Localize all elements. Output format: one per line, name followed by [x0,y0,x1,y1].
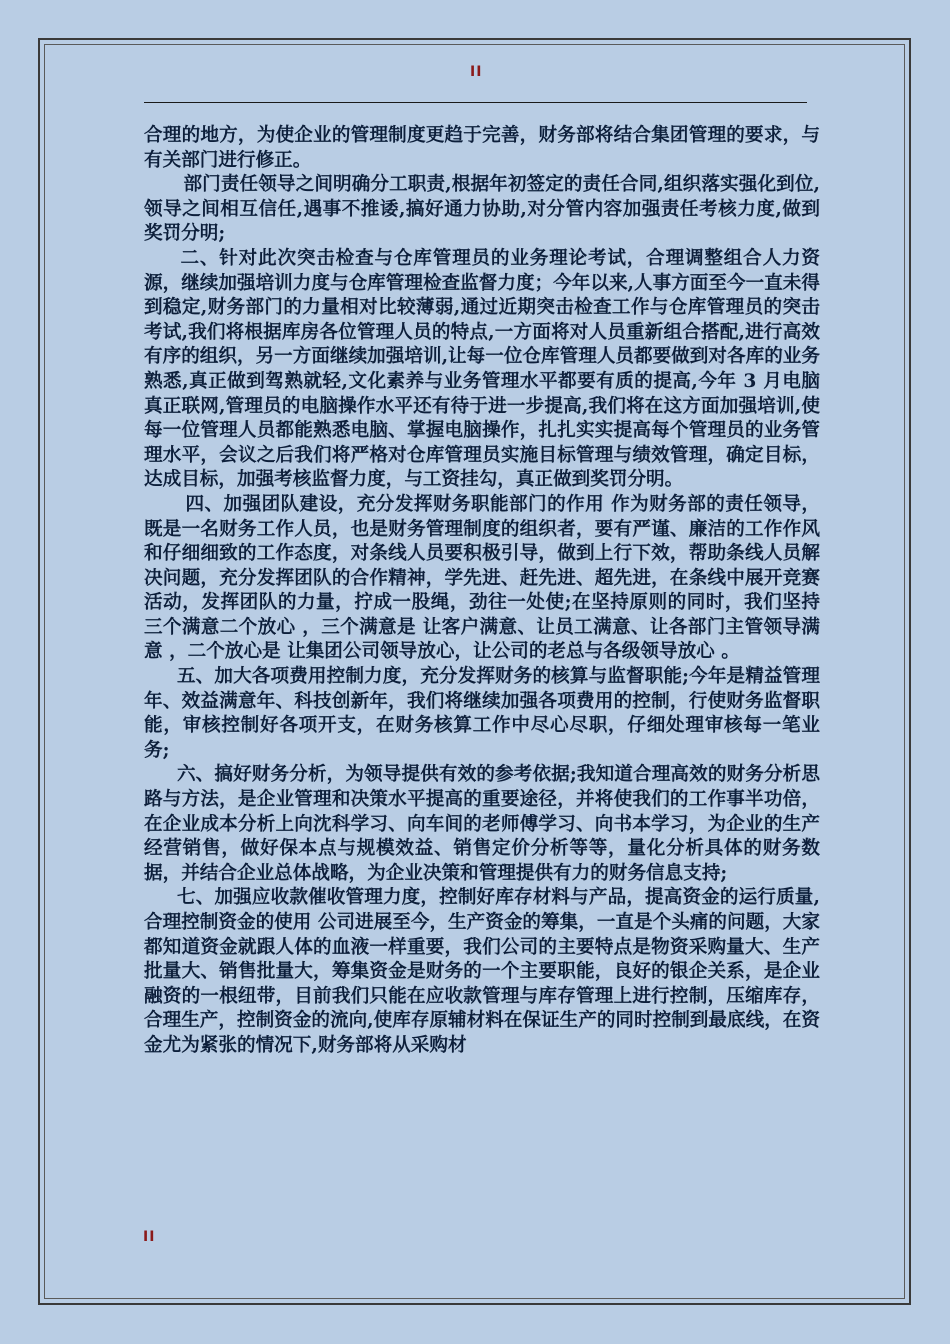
header-divider [144,102,807,103]
paragraph-section-four: 四、加强团队建设，充分发挥财务职能部门的作用 作为财务部的责任领导，既是一名财务工作人员，也是财务管理制度的组织者，要有严谨、廉洁的工作作风和仔细细致的工作态度，对条线人员要积极引导，做到上行下效，帮助条线人员解决问题，充分发挥团队的合作精神，学先进、赶先进、超先进，在条线中展开竞赛活动，发挥团队的力量，拧成一股绳，劲往一处使;在坚持原则的同时，我们坚持 三个满意二个放心 ，三个满意是 让客户满意、让员工满意、让各部门主管领导满意 ，二个放心是 让集团公司领导放心，让公司的老总与各级领导放心 。 [144,493,827,663]
paragraph-intro-continuation: 合理的地方，为使企业的管理制度更趋于完善，财务部将结合集团管理的要求，与有关部门进行修正。 [144,125,820,171]
paragraph-section-five: 五、加大各项费用控制力度，充分发挥财务的核算与监督职能;今年是精益管理年、效益满意年、科技创新年，我们将继续加强各项费用的控制，行使财务监督职能，审核控制好各项开支，在财务核算工作中尽心尽职，仔细处理审核每一笔业务; [144,666,820,761]
footer-page-mark: II [143,1229,156,1245]
paragraph-section-two: 二、针对此次突击检查与仓库管理员的业务理论考试，合理调整组合人力资源，继续加强培训力度与仓库管理检查监督力度；今年以来,人事方面至今一直未得到稳定,财务部门的力量相对比较薄弱,通过近期突击检查工作与仓库管理员的突击考试,我们将根据库房各位管理人员的特点,一方面将对人员重新组合搭配,进行高效有序的组织，另一方面继续加强培训,让每一位仓库管理人员都要做到对各库的业务熟悉,真正做到驾熟就轻,文化素养与业务管理水平都要有质的提高,今年 3 月电脑真正联网,管理员的电脑操作水平还有待于进一步提高,我们将在这方面加强培训,使每一位管理人员都能熟悉电脑、掌握电脑操作，扎扎实实提高每个管理员的业务管理水平，会议之后我们将严格对仓库管理员实施目标管理与绩效管理，确定目标，达成目标，加强考核监督力度，与工资挂勾，真正做到奖罚分明。 [144,247,820,491]
document-body [144,124,827,1059]
header-page-mark: II [470,64,483,80]
paragraph-section-six: 六、搞好财务分析，为领导提供有效的参考依据;我知道合理高效的财务分析思路与方法，是企业管理和决策水平提高的重要途径，并将使我们的工作事半功倍，在企业成本分析上向沈科学习、向车间的老师傅学习、向书本学习，为企业的生产经营销售，做好保本点与规模效益、销售定价分析等等，量化分析具体的财务数据，并结合企业总体战略，为企业决策和管理提供有力的财务信息支持; [144,764,820,884]
paragraph-responsibility: 部门责任领导之间明确分工职责,根据年初签定的责任合同,组织落实强化到位,领导之间相互信任,遇事不推诿,搞好通力协助,对分管内容加强责任考核力度,做到奖罚分明; [144,174,821,245]
paragraph-section-seven: 七、加强应收款催收管理力度，控制好库存材料与产品，提高资金的运行质量,合理控制资金的使用 公司进展至今，生产资金的筹集，一直是个头痛的问题，大家都知道资金就跟人体的血液一样重要，我们公司的主要特点是物资采购量大、生产批量大、销售批量大，筹集资金是财务的一个主要职能，良好的银企关系，是企业融资的一根纽带，目前我们只能在应收款管理与库存管理上进行控制，压缩库存，合理生产，控制资金的流向,使库存原辅材料在保证生产的同时控制到最底线，在资金尤为紧张的情况下,财务部将从采购材 [144,887,820,1056]
